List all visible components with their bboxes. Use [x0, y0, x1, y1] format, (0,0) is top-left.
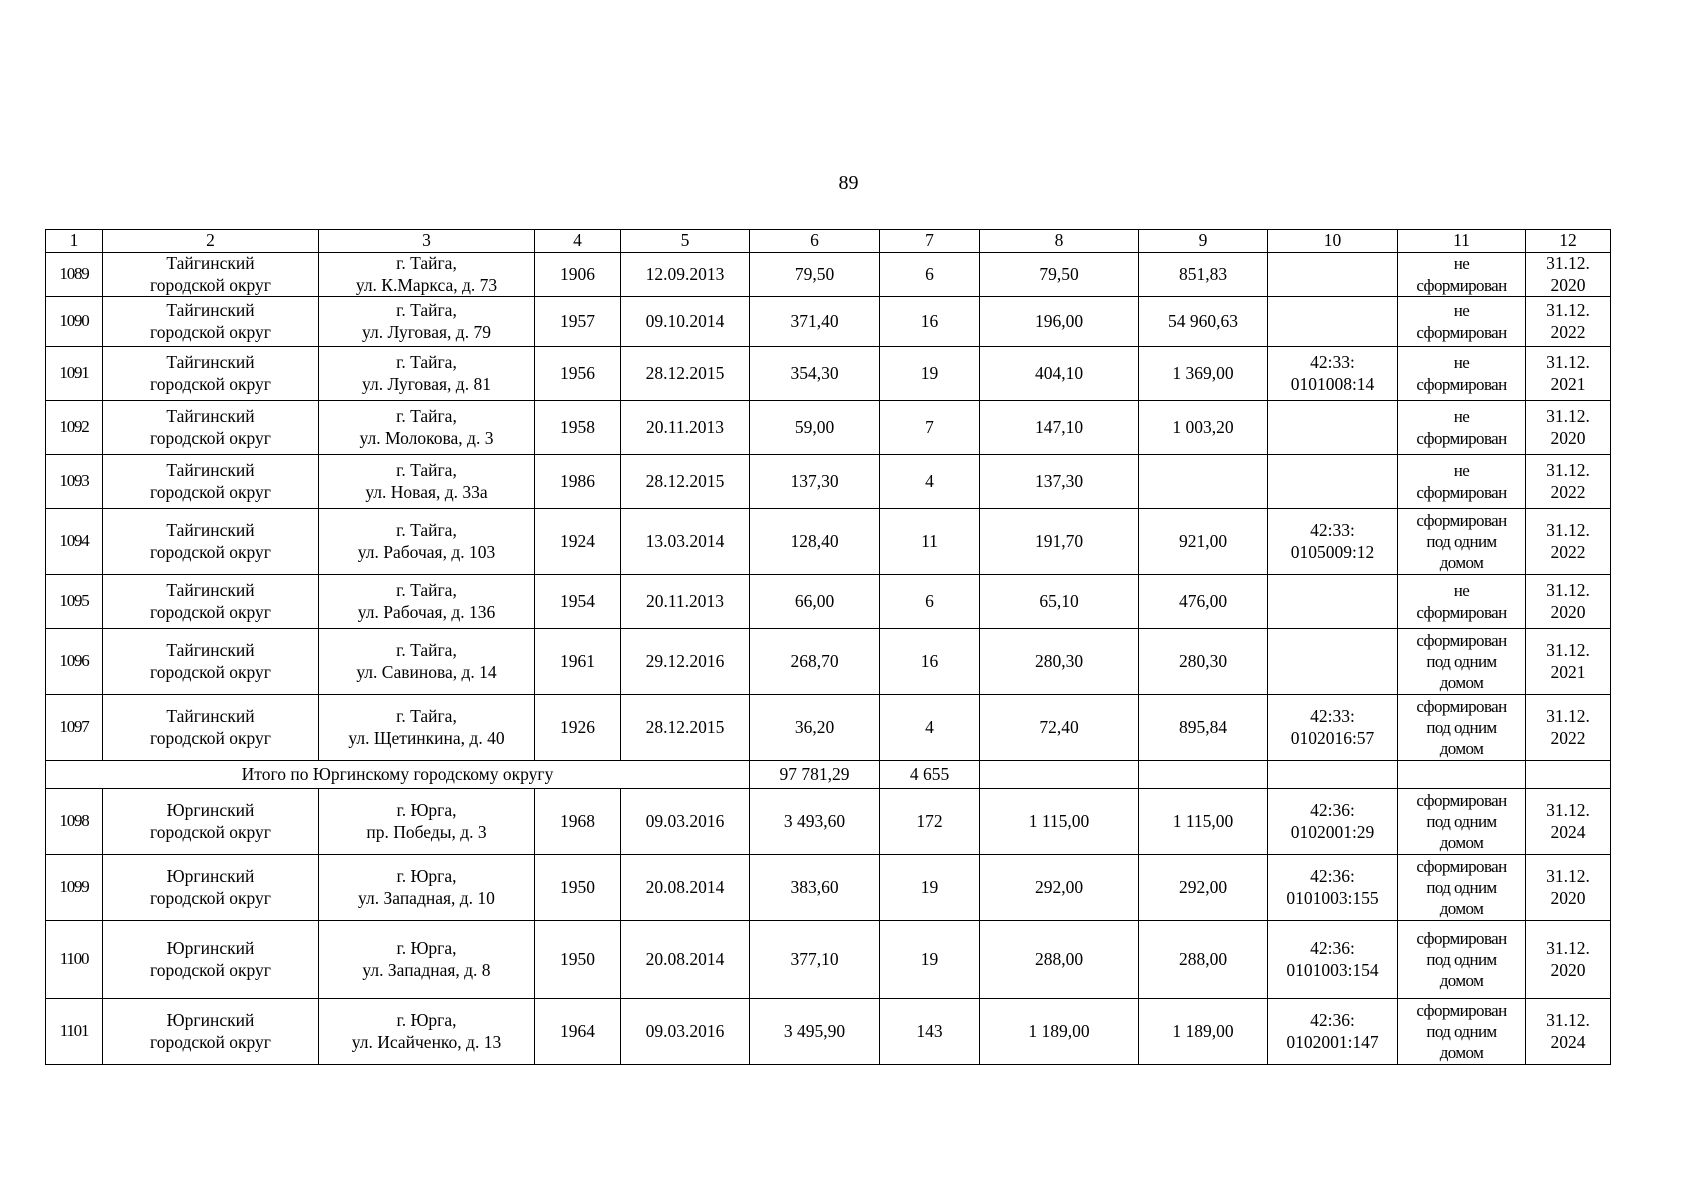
- address-cell: г. Юрга, ул. Западная, д. 8: [319, 921, 535, 999]
- column-8-cell: 292,00: [980, 855, 1139, 921]
- land-status-cell: не сформирован: [1398, 575, 1526, 629]
- address-cell: г. Тайга, ул. Молокова, д. 3: [319, 401, 535, 455]
- housing-registry-table: [45, 229, 1611, 1065]
- column-number-row: [46, 230, 1611, 253]
- year-cell: 1906: [535, 253, 621, 297]
- column-8-cell: 137,30: [980, 455, 1139, 509]
- area-cell: 128,40: [750, 509, 880, 575]
- cadastral-number-cell: [1268, 401, 1398, 455]
- date-cell: 20.08.2014: [621, 855, 750, 921]
- table-row: [46, 999, 1611, 1065]
- column-9-cell: 476,00: [1139, 575, 1268, 629]
- residents-cell: 4: [880, 455, 980, 509]
- deadline-cell: 31.12. 2020: [1526, 575, 1611, 629]
- record-number: 1099: [46, 855, 103, 921]
- deadline-cell: 31.12. 2021: [1526, 347, 1611, 401]
- residents-cell: 19: [880, 347, 980, 401]
- record-number: 1097: [46, 695, 103, 761]
- empty-cell: [980, 761, 1139, 789]
- deadline-cell: 31.12. 2022: [1526, 455, 1611, 509]
- area-cell: 79,50: [750, 253, 880, 297]
- deadline-cell: 31.12. 2022: [1526, 297, 1611, 347]
- cadastral-number-cell: 42:33: 0101008:14: [1268, 347, 1398, 401]
- column-number: 4: [535, 230, 621, 253]
- record-number: 1093: [46, 455, 103, 509]
- land-status-cell: сформирован под одним домом: [1398, 789, 1526, 855]
- total-area: 97 781,29: [750, 761, 880, 789]
- column-number: 10: [1268, 230, 1398, 253]
- year-cell: 1954: [535, 575, 621, 629]
- residents-cell: 19: [880, 855, 980, 921]
- empty-cell: [1268, 761, 1398, 789]
- table-row: [46, 629, 1611, 695]
- table-row: [46, 297, 1611, 347]
- year-cell: 1924: [535, 509, 621, 575]
- residents-cell: 6: [880, 575, 980, 629]
- deadline-cell: 31.12. 2020: [1526, 855, 1611, 921]
- date-cell: 13.03.2014: [621, 509, 750, 575]
- cadastral-number-cell: [1268, 455, 1398, 509]
- column-8-cell: 288,00: [980, 921, 1139, 999]
- column-8-cell: 65,10: [980, 575, 1139, 629]
- land-status-cell: сформирован под одним домом: [1398, 855, 1526, 921]
- land-status-cell: сформирован под одним домом: [1398, 921, 1526, 999]
- total-row: [46, 761, 1611, 789]
- residents-cell: 143: [880, 999, 980, 1065]
- empty-cell: [1526, 761, 1611, 789]
- district-cell: Юргинский городской округ: [103, 921, 319, 999]
- date-cell: 20.11.2013: [621, 575, 750, 629]
- cadastral-number-cell: [1268, 575, 1398, 629]
- district-cell: Юргинский городской округ: [103, 789, 319, 855]
- column-9-cell: 288,00: [1139, 921, 1268, 999]
- column-9-cell: [1139, 455, 1268, 509]
- column-number: 11: [1398, 230, 1526, 253]
- column-8-cell: 404,10: [980, 347, 1139, 401]
- date-cell: 09.03.2016: [621, 999, 750, 1065]
- column-number: 8: [980, 230, 1139, 253]
- land-status-cell: не сформирован: [1398, 347, 1526, 401]
- table-row: [46, 789, 1611, 855]
- year-cell: 1957: [535, 297, 621, 347]
- table-total: [46, 761, 1611, 789]
- date-cell: 09.03.2016: [621, 789, 750, 855]
- record-number: 1094: [46, 509, 103, 575]
- cadastral-number-cell: [1268, 629, 1398, 695]
- column-number: 1: [46, 230, 103, 253]
- land-status-cell: не сформирован: [1398, 253, 1526, 297]
- column-9-cell: 921,00: [1139, 509, 1268, 575]
- cadastral-number-cell: [1268, 297, 1398, 347]
- address-cell: г. Тайга, ул. Савинова, д. 14: [319, 629, 535, 695]
- record-number: 1092: [46, 401, 103, 455]
- district-cell: Тайгинский городской округ: [103, 575, 319, 629]
- residents-cell: 19: [880, 921, 980, 999]
- table-row: [46, 509, 1611, 575]
- address-cell: г. Тайга, ул. Щетинкина, д. 40: [319, 695, 535, 761]
- deadline-cell: 31.12. 2020: [1526, 401, 1611, 455]
- land-status-cell: не сформирован: [1398, 297, 1526, 347]
- table-row: [46, 695, 1611, 761]
- cadastral-number-cell: 42:36: 0102001:29: [1268, 789, 1398, 855]
- column-9-cell: 54 960,63: [1139, 297, 1268, 347]
- residents-cell: 6: [880, 253, 980, 297]
- total-label: Итого по Юргинскому городскому округу: [46, 761, 750, 789]
- residents-cell: 4: [880, 695, 980, 761]
- total-people: 4 655: [880, 761, 980, 789]
- area-cell: 3 495,90: [750, 999, 880, 1065]
- address-cell: г. Юрга, ул. Исайченко, д. 13: [319, 999, 535, 1065]
- column-8-cell: 79,50: [980, 253, 1139, 297]
- column-9-cell: 851,83: [1139, 253, 1268, 297]
- table-row: [46, 401, 1611, 455]
- cadastral-number-cell: [1268, 253, 1398, 297]
- area-cell: 377,10: [750, 921, 880, 999]
- date-cell: 28.12.2015: [621, 455, 750, 509]
- cadastral-number-cell: 42:33: 0102016:57: [1268, 695, 1398, 761]
- table-row: [46, 855, 1611, 921]
- residents-cell: 11: [880, 509, 980, 575]
- address-cell: г. Тайга, ул. К.Маркса, д. 73: [319, 253, 535, 297]
- area-cell: 59,00: [750, 401, 880, 455]
- deadline-cell: 31.12. 2021: [1526, 629, 1611, 695]
- table-row: [46, 253, 1611, 297]
- date-cell: 20.08.2014: [621, 921, 750, 999]
- area-cell: 137,30: [750, 455, 880, 509]
- table-row: [46, 921, 1611, 999]
- address-cell: г. Тайга, ул. Рабочая, д. 136: [319, 575, 535, 629]
- column-9-cell: 1 115,00: [1139, 789, 1268, 855]
- area-cell: 3 493,60: [750, 789, 880, 855]
- area-cell: 66,00: [750, 575, 880, 629]
- address-cell: г. Тайга, ул. Новая, д. 33а: [319, 455, 535, 509]
- column-number: 7: [880, 230, 980, 253]
- district-cell: Юргинский городской округ: [103, 855, 319, 921]
- deadline-cell: 31.12. 2024: [1526, 789, 1611, 855]
- area-cell: 268,70: [750, 629, 880, 695]
- column-number: 2: [103, 230, 319, 253]
- deadline-cell: 31.12. 2022: [1526, 695, 1611, 761]
- address-cell: г. Юрга, ул. Западная, д. 10: [319, 855, 535, 921]
- district-cell: Тайгинский городской округ: [103, 629, 319, 695]
- column-9-cell: 292,00: [1139, 855, 1268, 921]
- column-9-cell: 895,84: [1139, 695, 1268, 761]
- column-8-cell: 1 115,00: [980, 789, 1139, 855]
- address-cell: г. Тайга, ул. Луговая, д. 81: [319, 347, 535, 401]
- record-number: 1100: [46, 921, 103, 999]
- empty-cell: [1398, 761, 1526, 789]
- column-8-cell: 280,30: [980, 629, 1139, 695]
- area-cell: 371,40: [750, 297, 880, 347]
- district-cell: Юргинский городской округ: [103, 999, 319, 1065]
- area-cell: 36,20: [750, 695, 880, 761]
- deadline-cell: 31.12. 2022: [1526, 509, 1611, 575]
- district-cell: Тайгинский городской округ: [103, 509, 319, 575]
- year-cell: 1986: [535, 455, 621, 509]
- column-number: 3: [319, 230, 535, 253]
- district-cell: Тайгинский городской округ: [103, 347, 319, 401]
- cadastral-number-cell: 42:36: 0101003:155: [1268, 855, 1398, 921]
- table-body-yurga: [46, 789, 1611, 1065]
- land-status-cell: не сформирован: [1398, 401, 1526, 455]
- district-cell: Тайгинский городской округ: [103, 253, 319, 297]
- land-status-cell: сформирован под одним домом: [1398, 999, 1526, 1065]
- land-status-cell: сформирован под одним домом: [1398, 509, 1526, 575]
- record-number: 1090: [46, 297, 103, 347]
- address-cell: г. Юрга, пр. Победы, д. 3: [319, 789, 535, 855]
- year-cell: 1926: [535, 695, 621, 761]
- table-row: [46, 575, 1611, 629]
- cadastral-number-cell: 42:33: 0105009:12: [1268, 509, 1398, 575]
- residents-cell: 16: [880, 629, 980, 695]
- residents-cell: 172: [880, 789, 980, 855]
- column-9-cell: 280,30: [1139, 629, 1268, 695]
- district-cell: Тайгинский городской округ: [103, 297, 319, 347]
- record-number: 1091: [46, 347, 103, 401]
- date-cell: 20.11.2013: [621, 401, 750, 455]
- empty-cell: [1139, 761, 1268, 789]
- page-number: 89: [838, 172, 859, 194]
- table-body-taiga: [46, 253, 1611, 761]
- date-cell: 28.12.2015: [621, 695, 750, 761]
- district-cell: Тайгинский городской округ: [103, 401, 319, 455]
- year-cell: 1956: [535, 347, 621, 401]
- column-8-cell: 72,40: [980, 695, 1139, 761]
- column-number: 5: [621, 230, 750, 253]
- column-number: 9: [1139, 230, 1268, 253]
- land-status-cell: сформирован под одним домом: [1398, 629, 1526, 695]
- land-status-cell: сформирован под одним домом: [1398, 695, 1526, 761]
- table-row: [46, 455, 1611, 509]
- column-number: 12: [1526, 230, 1611, 253]
- address-cell: г. Тайга, ул. Рабочая, д. 103: [319, 509, 535, 575]
- year-cell: 1950: [535, 921, 621, 999]
- column-8-cell: 196,00: [980, 297, 1139, 347]
- record-number: 1098: [46, 789, 103, 855]
- date-cell: 28.12.2015: [621, 347, 750, 401]
- column-8-cell: 1 189,00: [980, 999, 1139, 1065]
- deadline-cell: 31.12. 2020: [1526, 921, 1611, 999]
- year-cell: 1958: [535, 401, 621, 455]
- record-number: 1089: [46, 253, 103, 297]
- residents-cell: 16: [880, 297, 980, 347]
- area-cell: 354,30: [750, 347, 880, 401]
- district-cell: Тайгинский городской округ: [103, 695, 319, 761]
- column-8-cell: 191,70: [980, 509, 1139, 575]
- year-cell: 1961: [535, 629, 621, 695]
- record-number: 1096: [46, 629, 103, 695]
- land-status-cell: не сформирован: [1398, 455, 1526, 509]
- address-cell: г. Тайга, ул. Луговая, д. 79: [319, 297, 535, 347]
- year-cell: 1968: [535, 789, 621, 855]
- column-8-cell: 147,10: [980, 401, 1139, 455]
- year-cell: 1964: [535, 999, 621, 1065]
- date-cell: 12.09.2013: [621, 253, 750, 297]
- cadastral-number-cell: 42:36: 0101003:154: [1268, 921, 1398, 999]
- date-cell: 29.12.2016: [621, 629, 750, 695]
- district-cell: Тайгинский городской округ: [103, 455, 319, 509]
- record-number: 1095: [46, 575, 103, 629]
- column-9-cell: 1 003,20: [1139, 401, 1268, 455]
- deadline-cell: 31.12. 2020: [1526, 253, 1611, 297]
- deadline-cell: 31.12. 2024: [1526, 999, 1611, 1065]
- cadastral-number-cell: 42:36: 0102001:147: [1268, 999, 1398, 1065]
- date-cell: 09.10.2014: [621, 297, 750, 347]
- year-cell: 1950: [535, 855, 621, 921]
- record-number: 1101: [46, 999, 103, 1065]
- residents-cell: 7: [880, 401, 980, 455]
- column-9-cell: 1 369,00: [1139, 347, 1268, 401]
- table-row: [46, 347, 1611, 401]
- column-number: 6: [750, 230, 880, 253]
- column-9-cell: 1 189,00: [1139, 999, 1268, 1065]
- area-cell: 383,60: [750, 855, 880, 921]
